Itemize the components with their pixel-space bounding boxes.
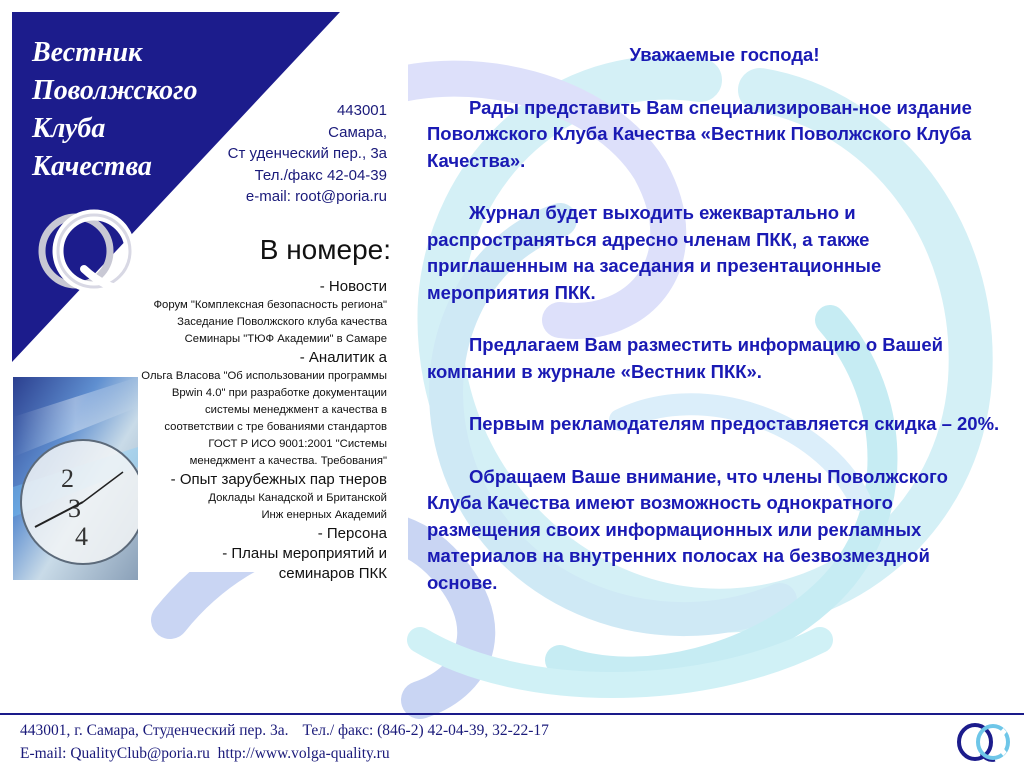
svg-text:2: 2 (61, 464, 74, 493)
footer-email: E-mail: QualityClub@poria.ru (20, 745, 210, 762)
qc-logo-icon (955, 720, 1017, 764)
contents-item: - Аналитик а (299, 349, 387, 366)
contents-item: Форум "Комплексная безопасность региона" (153, 299, 387, 311)
address-line: Тел./факс 42-04-39 (254, 166, 387, 184)
contents-list (141, 277, 387, 584)
contents-item: менеджмент а качества. Требования" (189, 455, 387, 467)
contents-item: - Персона (317, 525, 387, 542)
contents-item: семинаров ПКК (278, 565, 387, 582)
footer-contacts (20, 719, 549, 765)
letter-paragraph: Первым рекламодателям предоставляется скидка – 20%. (469, 413, 1000, 434)
cover-title-line: Клуба (32, 113, 106, 144)
contents-item: Bpwin 4.0" при разработке документации (171, 387, 387, 399)
address-line: e-mail: root@poria.ru (245, 188, 387, 205)
contents-item: ГОСТ Р ИСО 9001:2001 "Системы (208, 438, 387, 450)
address-line: Самара, (328, 123, 387, 141)
contents-item: - Новости (319, 278, 387, 295)
letter-body (427, 42, 1002, 622)
contents-item: Доклады Канадской и Британской (208, 492, 387, 504)
contents-item: Ольга Власова "Об использовании программы (141, 370, 387, 382)
q-logo-icon (24, 207, 154, 302)
footer-phone: Тел./ факс: (846-2) 42-04-39, 32-22-17 (302, 722, 549, 739)
letter-paragraph: Обращаем Ваше внимание, что члены Поволжского Клуба Качества имеют возможность однократного размещения своих информационных или рекламных материалов на внутренних полосах на безвозмездной основе. (427, 465, 948, 593)
address-line: Ст уденческий пер., 3а (227, 145, 387, 162)
contents-item: Семинары "ТЮФ Академии" в Самаре (184, 333, 387, 345)
svg-text:4: 4 (75, 522, 88, 551)
letter-paragraph: Журнал будет выходить ежеквартально и распространяться адресно членам ПКК, а также приглашенным на заседания и презентационные мероприятия ПКК. (427, 202, 882, 303)
cover-title-line: Поволжского (32, 75, 198, 106)
contents-item: - Планы мероприятий и (222, 545, 387, 562)
cover-address (228, 100, 387, 208)
cover-title (32, 34, 197, 186)
footer-website-link[interactable]: http://www.volga-quality.ru (217, 745, 390, 762)
contents-item: соответствии с тре бованиями стандартов (164, 421, 387, 433)
letter-paragraph: Рады представить Вам специализирован-ное издание Поволжского Клуба Качества «Вестник Поволжского Клуба Качества». (427, 96, 972, 171)
footer-divider (0, 713, 1024, 715)
letter-greeting: Уважаемые господа! (629, 44, 820, 65)
footer-address: 443001, г. Самара, Студенческий пер. 3а. (20, 722, 289, 739)
clock-photo-image (13, 377, 138, 580)
contents-item: Инж енерных Академий (261, 509, 387, 521)
cover-title-line: Вестник (32, 37, 143, 68)
contents-item: Заседание Поволжского клуба качества (177, 316, 387, 328)
address-line: 443001 (336, 102, 387, 119)
journal-cover (12, 12, 408, 582)
contents-item: системы менеджмент а качества в (205, 404, 387, 416)
letter-paragraph: Предлагаем Вам разместить информацию о Вашей компании в журнале «Вестник ПКК». (427, 334, 944, 382)
contents-item: - Опыт зарубежных пар тнеров (170, 471, 387, 488)
cover-title-line: Качества (32, 151, 152, 182)
svg-text:3: 3 (68, 494, 81, 523)
contents-heading: В номере: (259, 234, 391, 265)
